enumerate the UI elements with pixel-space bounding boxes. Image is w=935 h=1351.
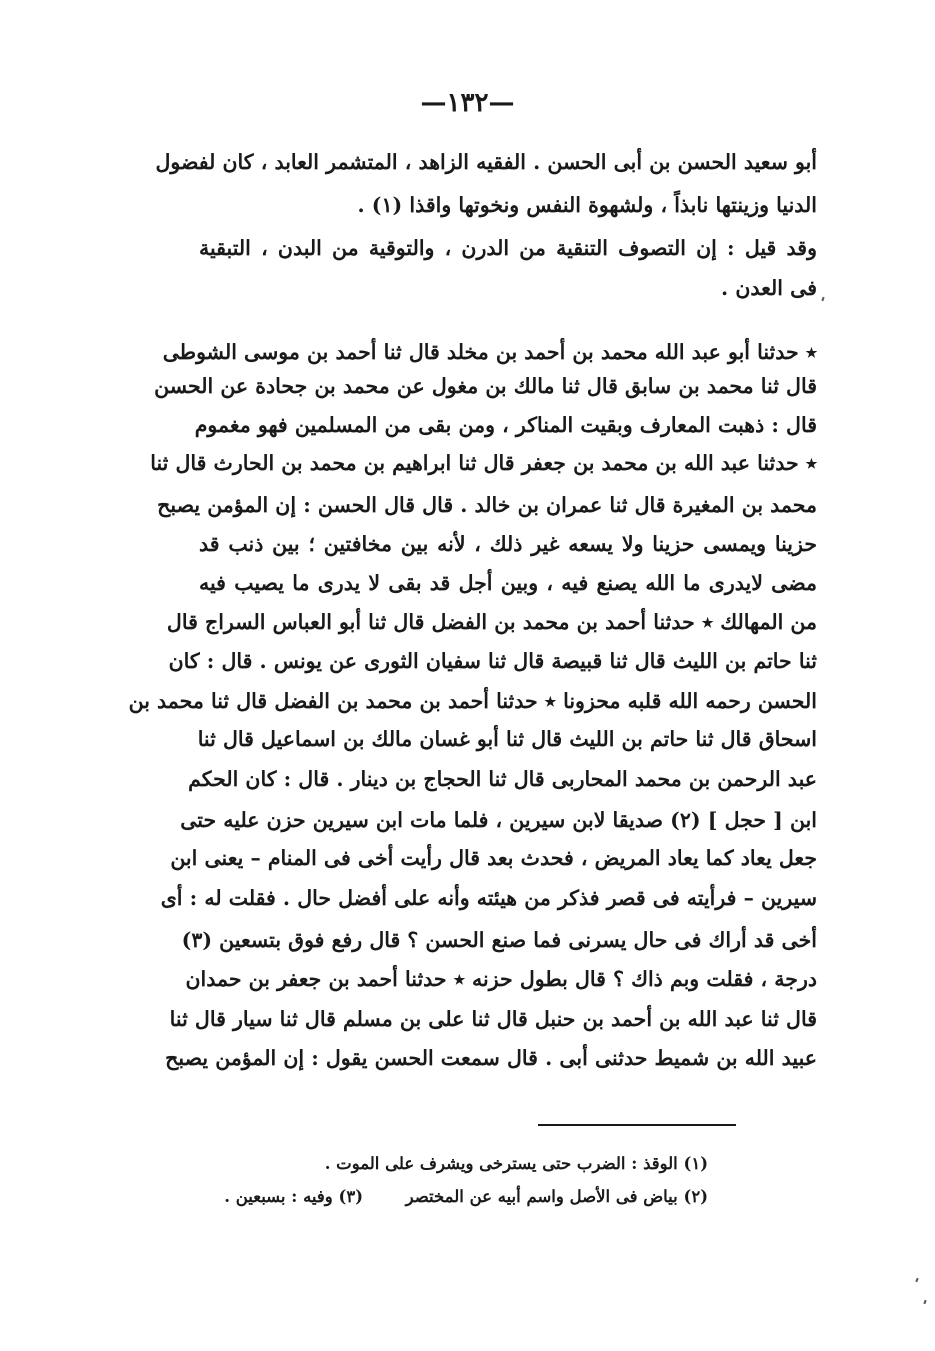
text-line: من المهالك ٭ حدثنا أحمد بن محمد بن الفضل قال ثنا أبو العباس السراج قال [166,610,817,634]
text-line: اسحاق قال ثنا حاتم بن الليث قال ثنا أبو غسان مالك بن اسماعيل قال ثنا [197,727,817,751]
text-line: ابن [ حجل ] (٢) صديقا لابن سيرين ، فلما مات ابن سيرين حزن عليه حتى [180,808,817,832]
text-line: سيرين – فرأيته فى قصر فذكر من هيئته وأنه على أفضل حال . فقلت له : أى [160,886,817,910]
scan-speck [821,297,824,301]
text-line: محمد بن المغيرة قال ثنا عمران بن خالد . قال قال الحسن : إن المؤمن يصبح [157,493,817,517]
scan-speck [915,1278,918,1282]
text-line: فى العدن . [721,276,817,300]
text-line: جعل يعاد كما يعاد المريض ، فحدث بعد قال رأيت أخى فى المنام – يعنى ابن [170,846,817,870]
text-line: درجة ، فقلت وبم ذاك ؟ قال بطول حزنه ٭ حدثنا أحمد بن جعفر بن حمدان [185,967,817,991]
text-line: قال ثنا عبد الله بن أحمد بن حنبل قال ثنا على بن مسلم قال ثنا سيار قال ثنا [169,1007,817,1031]
text-line: ٭ حدثنا عبد الله بن محمد بن جعفر قال ثنا ابراهيم بن محمد بن الحارث قال ثنا [150,451,817,475]
text-line: قال : ذهبت المعارف وبقيت المناكر ، ومن بقى من المسلمين فهو مغموم [194,413,817,437]
text-line: عبيد الله بن شميط حدثنى أبى . قال سمعت الحسن يقول : إن المؤمن يصبح [165,1046,817,1070]
text-line: أبو سعيد الحسن بن أبى الحسن . الفقيه الزاهد ، المتشمر العابد ، كان لفضول [155,150,817,174]
footnote-3: (٣) وفيه : بسبعين . [224,1187,363,1206]
text-line: حزينا ويمسى حزينا ولا يسعه غير ذلك ، لأنه بين مخافتين ؛ بين ذنب قد [199,532,817,556]
text-line: مضى لايدرى ما الله يصنع فيه ، وبين أجل قد بقى لا يدرى ما يصيب فيه [199,571,817,595]
text-line: ٭ حدثنا أبو عبد الله محمد بن أحمد بن مخلد قال ثنا أحمد بن موسى الشوطى [162,340,817,364]
text-line: أخى قد أراك فى حال يسرنى فما صنع الحسن ؟ قال رفع فوق بتسعين (٣) [181,928,817,952]
scan-speck [923,1300,926,1304]
footnote-1: (١) الوقذ : الضرب حتى يسترخى ويشرف على الموت . [324,1154,708,1173]
page-number: —١٣٢— [420,88,515,118]
footnote-2: (٢) بياض فى الأصل واسم أبيه عن المختصر [405,1187,708,1206]
text-line: الدنيا وزينتها نابذاً ، ولشهوة النفس ونخوتها واقذا (١) . [357,193,817,217]
text-line: ثنا حاتم بن الليث قال ثنا قبيصة قال ثنا سفيان الثورى عن يونس . قال : كان [168,649,817,673]
footnote-divider [538,1124,736,1126]
text-line: قال ثنا محمد بن سابق قال ثنا مالك بن مغول عن محمد بن جحادة عن الحسن [154,374,817,398]
text-line: الحسن رحمه الله قلبه محزونا ٭ حدثنا أحمد بن محمد بن الفضل قال ثنا محمد بن [128,689,817,713]
text-line: وقد قيل : إن التصوف التنقية من الدرن ، والتوقية من البدن ، التبقية [199,236,817,260]
text-line: عبد الرحمن بن محمد المحاربى قال ثنا الحجاج بن دينار . قال : كان الحكم [188,767,817,791]
